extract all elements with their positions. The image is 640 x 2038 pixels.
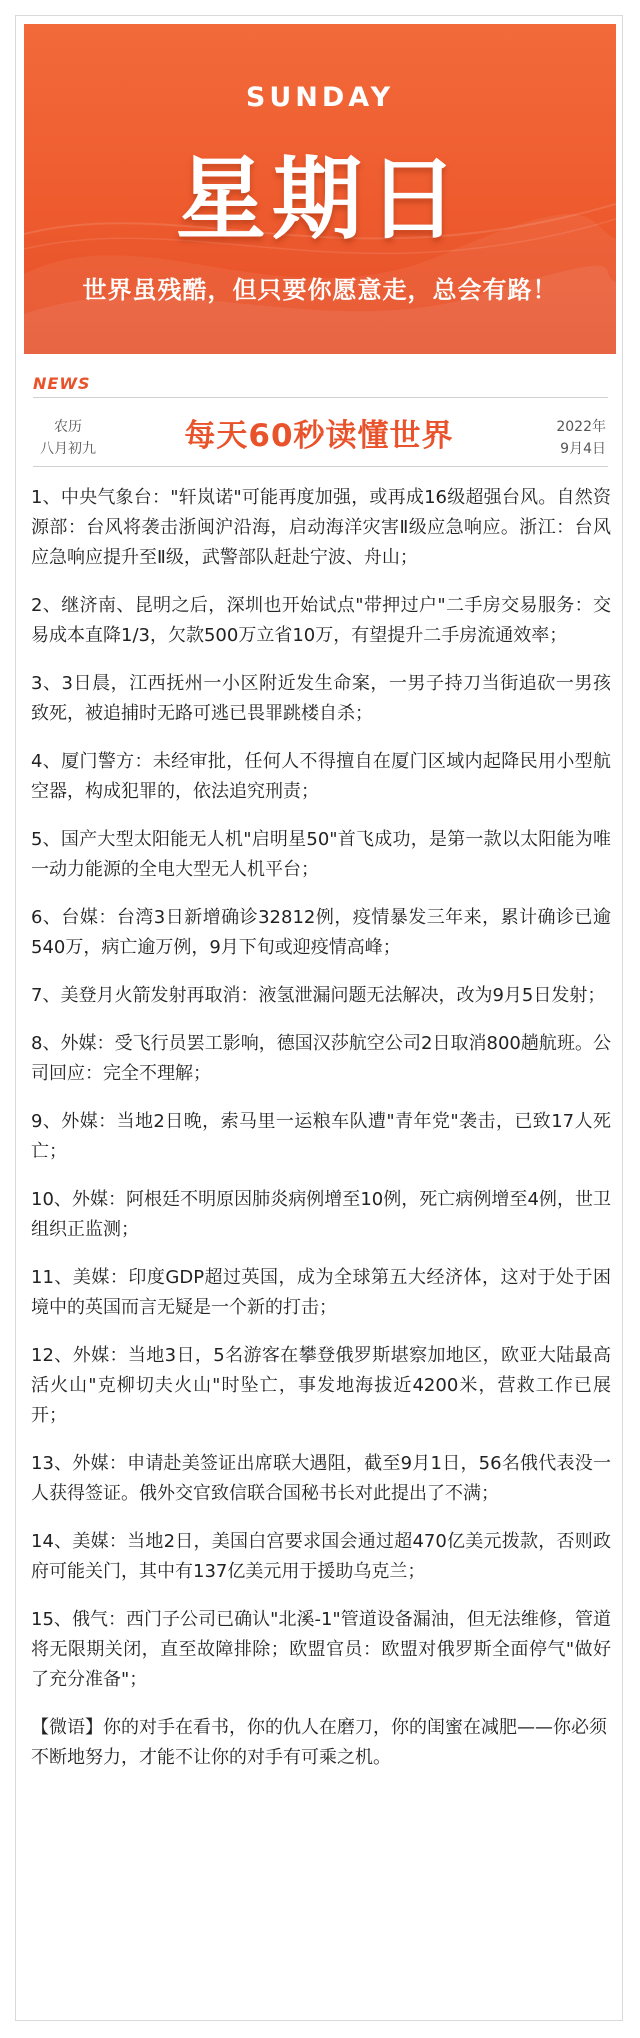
news-item: 9、外媒：当地2日晚，索马里一运粮车队遭"青年党"袭击，已致17人死亡；	[31, 1111, 611, 1162]
weekday-english: SUNDAY	[245, 82, 395, 113]
news-item: 11、美媒：印度GDP超过英国，成为全球第五大经济体，这对于处于困境中的英国而言无疑是一个新的打击；	[31, 1267, 611, 1318]
news-item: 12、外媒：当地3日，5名游客在攀登俄罗斯堪察加地区，欧亚大陆最高活火山"克柳切夫火山"时坠亡，事发地海拔近4200米，营救工作已展开；	[31, 1345, 611, 1426]
lunar-date: 八月初九	[40, 441, 96, 457]
news-item: 10、外媒：阿根廷不明原因肺炎病例增至10例，死亡病例增至4例，世卫组织正监测；	[31, 1189, 611, 1240]
news-item: 4、厦门警方：未经审批，任何人不得擅自在厦门区域内起降民用小型航空器，构成犯罪的，依法追究刑责；	[31, 751, 611, 802]
daily-quote: 【微语】你的对手在看书，你的仇人在磨刀，你的闺蜜在减肥——你必须不断地努力，才能不让你的对手有可乘之机。	[31, 1717, 607, 1768]
lunar-date-block	[40, 416, 96, 460]
divider	[33, 397, 608, 398]
date-label: 9月4日	[560, 441, 606, 457]
news-item: 5、国产大型太阳能无人机"启明星50"首飞成功，是第一款以太阳能为唯一动力能源的全电大型无人机平台；	[31, 829, 611, 880]
news-item: 2、继济南、昆明之后，深圳也开始试点"带押过户"二手房交易服务：交易成本直降1/3，欠款500万立省10万，有望提升二手房流通效率；	[31, 595, 611, 646]
year-label: 2022年	[556, 419, 606, 435]
divider	[33, 466, 608, 467]
news-item: 8、外媒：受飞行员罢工影响，德国汉莎航空公司2日取消800趟航班。公司回应：完全不理解；	[31, 1033, 611, 1084]
news-item: 15、俄气：西门子公司已确认"北溪-1"管道设备漏油，但无法维修，管道将无限期关闭，直至故障排除；欧盟官员：欧盟对俄罗斯全面停气"做好了充分准备"；	[31, 1609, 611, 1690]
lunar-label: 农历	[54, 419, 82, 435]
gregorian-date-block	[556, 416, 606, 460]
sunday-banner	[24, 24, 616, 354]
news-item: 1、中央气象台："轩岚诺"可能再度加强，或再成16级超强台风。自然资源部：台风将袭击浙闽沪沿海，启动海洋灾害Ⅱ级应急响应。浙江：台风应急响应提升至Ⅱ级，武警部队赶赴宁波、舟山；	[31, 487, 611, 568]
news-item: 13、外媒：申请赴美签证出席联大遇阻，截至9月1日，56名俄代表没一人获得签证。俄外交官致信联合国秘书长对此提出了不满；	[31, 1453, 611, 1504]
news-item: 3、3日晨，江西抚州一小区附近发生命案，一男子持刀当街追砍一男孩致死，被追捕时无路可逃已畏罪跳楼自杀；	[31, 673, 611, 724]
news-item: 7、美登月火箭发射再取消：液氢泄漏问题无法解决，改为9月5日发射；	[31, 985, 606, 1006]
news-list	[31, 483, 611, 1791]
news-section-label: NEWS	[33, 374, 91, 393]
news-item: 14、美媒：当地2日，美国白宫要求国会通过超470亿美元拨款，否则政府可能关门，其中有137亿美元用于援助乌克兰；	[31, 1531, 611, 1582]
page-title: 每天60秒读懂世界	[184, 418, 454, 454]
weekday-chinese: 星期日	[176, 147, 464, 252]
news-item: 6、台媒：台湾3日新增确诊32812例，疫情暴发三年来，累计确诊已逾540万，病亡逾万例，9月下旬或迎疫情高峰；	[31, 907, 611, 958]
banner-slogan: 世界虽残酷，但只要你愿意走，总会有路！	[82, 276, 558, 304]
